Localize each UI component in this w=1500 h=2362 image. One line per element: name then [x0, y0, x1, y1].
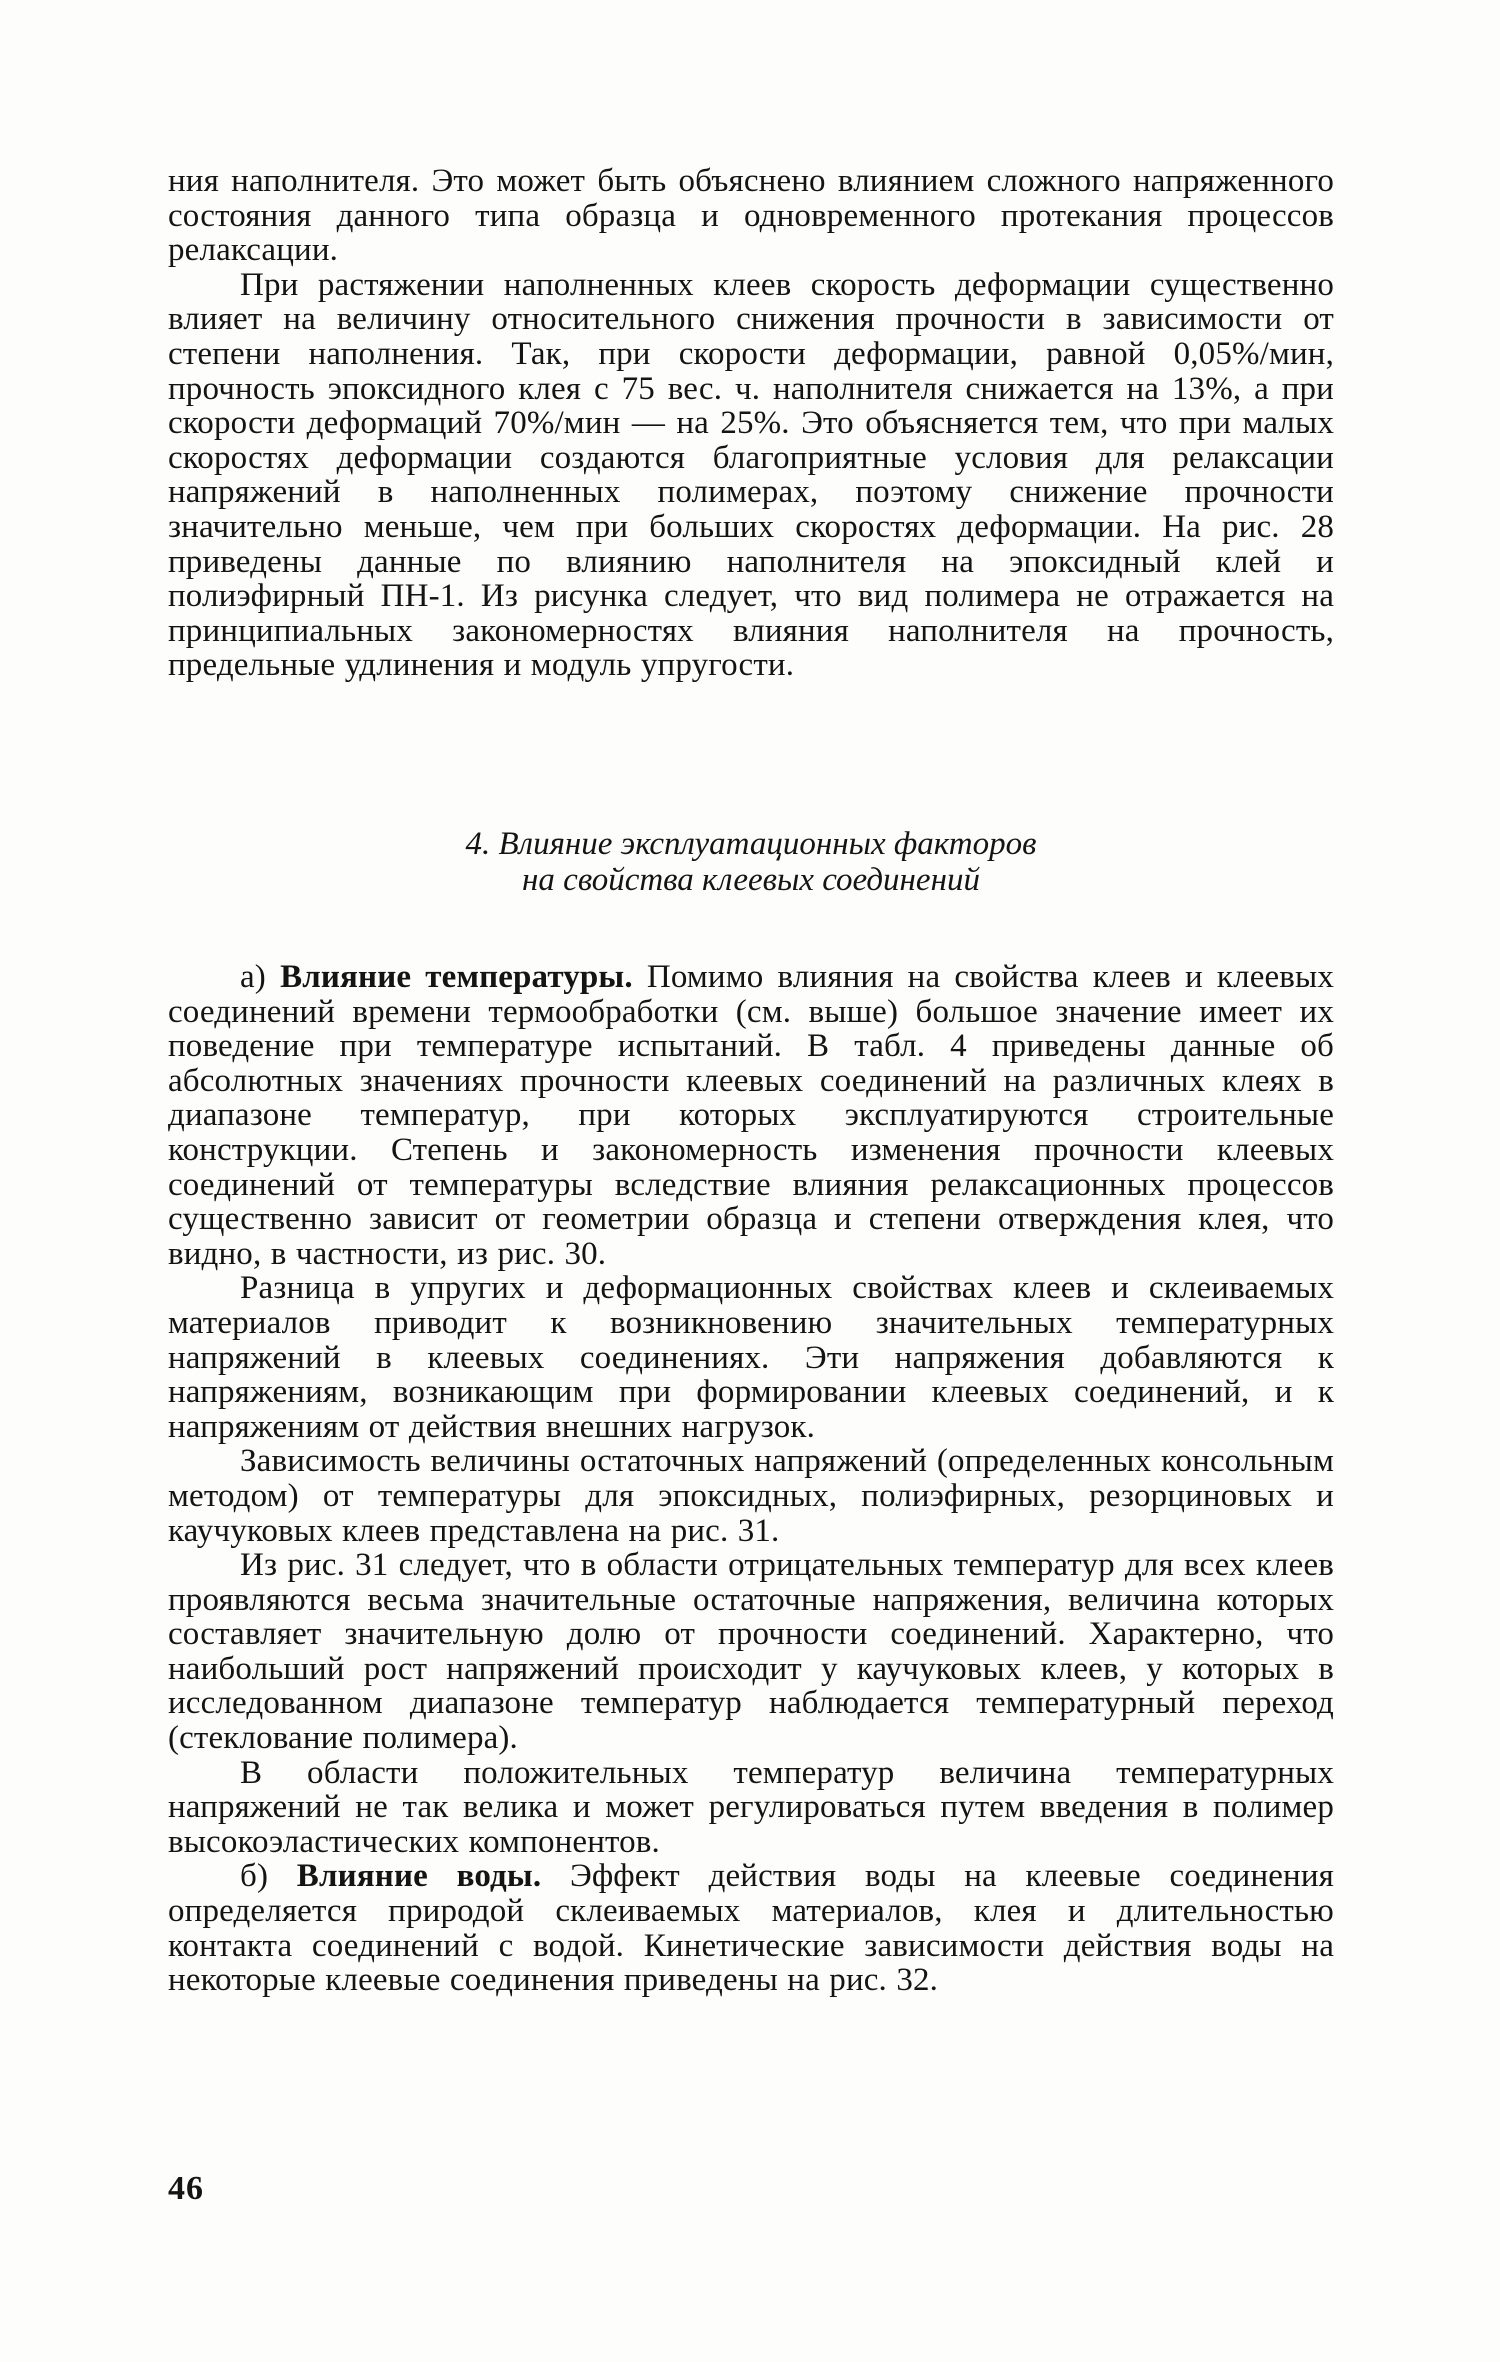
paragraph-strain-rate: При растяжении наполненных клеев скорость деформации существенно влияет на величину относительного снижения прочности в зависимости от степени наполнения. Так, при скорости деформации, равной 0,05%/мин, прочность эпоксидного клея с 75 вес. ч. наполнителя снижается на 13%, а при скорости деформаций 70%/мин — на 25%. Это объясняется тем, что при малых скоростях деформации создаются благоприятные условия для релаксации напряжений в наполненных полимерах, поэтому снижение прочности значительно меньше, чем при больших скоростях деформации. На рис. 28 приведены данные по влиянию наполнителя на эпоксидный клей и полиэфирный ПН-1. Из рисунка следует, что вид полимера не отражается на принципиальных закономерностях влияния наполнителя на прочность, предельные удлинения и модуль упругости.	[168, 266, 1334, 684]
section-body	[168, 960, 1334, 1998]
section-heading-line-1: 4. Влияние эксплуатационных факторов	[465, 826, 1037, 862]
paragraph-temperature	[168, 960, 1334, 1271]
paragraph-residual-stress: Зависимость величины остаточных напряжений (определенных консольным методом) от температуры для эпоксидных, полиэфирных, резорциновых и каучуковых клеев представлена на рис. 31.	[168, 1443, 1334, 1549]
subheading-temperature: Влияние температуры.	[280, 959, 633, 995]
paragraph-figure-31: Из рис. 31 следует, что в области отрицательных температур для всех клеев проявляются весьма значительные остаточные напряжения, величина которых составляет значительную долю от прочности соединений. Характерно, что наибольший рост напряжений происходит у каучуковых клеев, у которых в исследованном диапазоне температур наблюдается температурный переход (стеклование полимера).	[168, 1547, 1334, 1757]
water-text: Эффект действия воды на клеевые соединения определяется природой склеиваемых материалов, клея и длительностью контакта соединений с водой. Кинетические зависимости действия воды на некоторые клеевые соединения приведены на рис. 32.	[168, 1858, 1334, 1999]
item-label-a: а)	[240, 959, 266, 995]
page-number: 46	[168, 2170, 204, 2207]
paragraph-thermal-stress: Разница в упругих и деформационных свойствах клеев и склеиваемых материалов приводит к возникновению значительных температурных напряжений в клеевых соединениях. Эти напряжения добавляются к напряжениям, возникающим при формировании клеевых соединений, и к напряжениям от действия внешних нагрузок.	[168, 1270, 1334, 1445]
temperature-text: Помимо влияния на свойства клеев и клеевых соединений времени термообработки (см. выше) большое значение имеет их поведение при температуре испытаний. В табл. 4 приведены данные об абсолютных значениях прочности клеевых соединений на различных клеях в диапазоне температур, при которых эксплуатируются строительные конструкции. Степень и закономерность изменения прочности клеевых соединений от температуры вследствие влияния релаксационных процессов существенно зависит от геометрии образца и степени отверждения клея, что видно, в частности, из рис. 30.	[168, 959, 1334, 1272]
subheading-water: Влияние воды.	[296, 1858, 542, 1895]
intro-text	[168, 164, 1334, 683]
paragraph-positive-temperatures: В области положительных температур величина температурных напряжений не так велика и может регулироваться путем введения в полимер высокоэластических компонентов.	[168, 1754, 1334, 1860]
paragraph-water	[168, 1859, 1334, 1997]
section-heading	[168, 826, 1334, 898]
item-label-b: б)	[240, 1858, 269, 1895]
section-heading-line-2: на свойства клеевых соединений	[522, 862, 980, 898]
paragraph-continuation: ния наполнителя. Это может быть объяснено влиянием сложного напряженного состояния данного типа образца и одновременного протекания процессов релаксации.	[168, 163, 1334, 269]
